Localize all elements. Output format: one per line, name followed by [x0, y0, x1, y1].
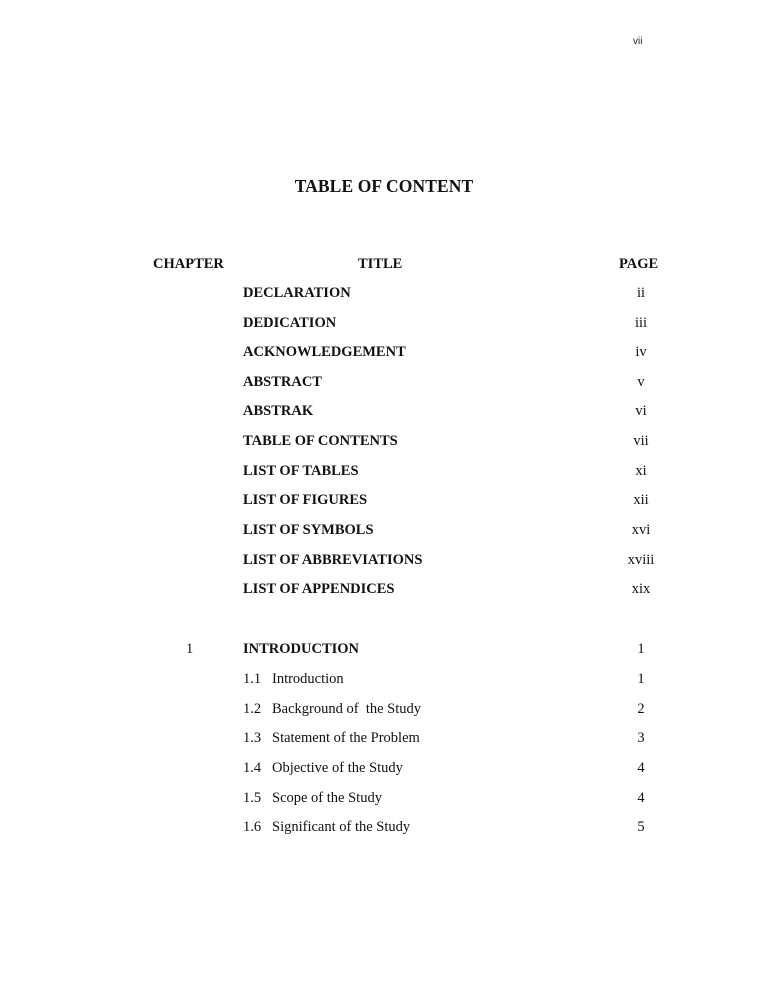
document-title: TABLE OF CONTENT — [294, 176, 474, 196]
chapter-number: 1 — [186, 641, 194, 657]
toc-entry-list-of-symbols[interactable] — [0, 522, 768, 542]
toc-entry-acknowledgement[interactable] — [0, 344, 768, 364]
section-number: 1.6 — [243, 819, 262, 835]
toc-entry-table-of-contents[interactable] — [0, 433, 768, 453]
entry-label: LIST OF SYMBOLS — [243, 522, 374, 538]
entry-label: DECLARATION — [243, 285, 351, 301]
toc-entry-abstrak[interactable] — [0, 403, 768, 423]
column-header-page: PAGE — [619, 256, 659, 272]
toc-entry-dedication[interactable] — [0, 315, 768, 335]
entry-page: 1 — [637, 671, 645, 687]
entry-label: LIST OF APPENDICES — [243, 581, 395, 597]
entry-page: ii — [636, 285, 646, 301]
entry-page: 5 — [637, 819, 645, 835]
toc-section-1-2[interactable] — [0, 701, 768, 721]
entry-label: Background of the Study — [272, 701, 422, 717]
entry-label: Significant of the Study — [272, 819, 411, 835]
entry-page: xii — [633, 492, 649, 508]
entry-label: ABSTRAK — [243, 403, 314, 419]
entry-label: ABSTRACT — [243, 374, 322, 390]
entry-label: LIST OF ABBREVIATIONS — [243, 552, 423, 568]
entry-page: iv — [635, 344, 647, 360]
toc-entry-list-of-figures[interactable] — [0, 492, 768, 512]
entry-label: LIST OF TABLES — [243, 463, 359, 479]
entry-label: INTRODUCTION — [243, 641, 360, 657]
section-number: 1.2 — [243, 701, 262, 717]
column-header-title: TITLE — [358, 256, 403, 272]
section-number: 1.1 — [243, 671, 262, 687]
entry-page: 4 — [637, 760, 645, 776]
entry-page: iii — [634, 315, 648, 331]
toc-chapter-introduction[interactable] — [0, 641, 768, 661]
entry-label: Statement of the Problem — [272, 730, 420, 746]
entry-page: xvi — [631, 522, 651, 538]
toc-entry-list-of-abbreviations[interactable] — [0, 552, 768, 572]
entry-page: xi — [635, 463, 647, 479]
entry-page: 4 — [637, 790, 645, 806]
section-number: 1.5 — [243, 790, 262, 806]
entry-page: xix — [631, 581, 651, 597]
entry-label: Introduction — [272, 671, 344, 687]
entry-page: v — [637, 374, 645, 390]
toc-section-1-6[interactable] — [0, 819, 768, 839]
entry-label: Scope of the Study — [272, 790, 382, 806]
toc-section-1-3[interactable] — [0, 730, 768, 750]
toc-section-1-1[interactable] — [0, 671, 768, 691]
entry-label: LIST OF FIGURES — [243, 492, 368, 508]
toc-section-1-5[interactable] — [0, 790, 768, 810]
column-header-chapter: CHAPTER — [153, 256, 224, 272]
entry-label: ACKNOWLEDGEMENT — [243, 344, 406, 360]
entry-label: TABLE OF CONTENTS — [243, 433, 398, 449]
page-header-number: vii — [633, 36, 643, 47]
section-number: 1.4 — [243, 760, 262, 776]
toc-section-1-4[interactable] — [0, 760, 768, 780]
entry-label: Objective of the Study — [272, 760, 403, 776]
entry-page: vi — [635, 403, 647, 419]
toc-entry-list-of-appendices[interactable] — [0, 581, 768, 601]
entry-page: 1 — [637, 641, 645, 657]
entry-page: xviii — [627, 552, 655, 568]
toc-entry-list-of-tables[interactable] — [0, 463, 768, 483]
entry-label: DEDICATION — [243, 315, 337, 331]
entry-page: vii — [633, 433, 649, 449]
toc-entry-declaration[interactable] — [0, 285, 768, 305]
entry-page: 3 — [637, 730, 645, 746]
entry-page: 2 — [637, 701, 645, 717]
toc-entry-abstract[interactable] — [0, 374, 768, 394]
section-number: 1.3 — [243, 730, 262, 746]
